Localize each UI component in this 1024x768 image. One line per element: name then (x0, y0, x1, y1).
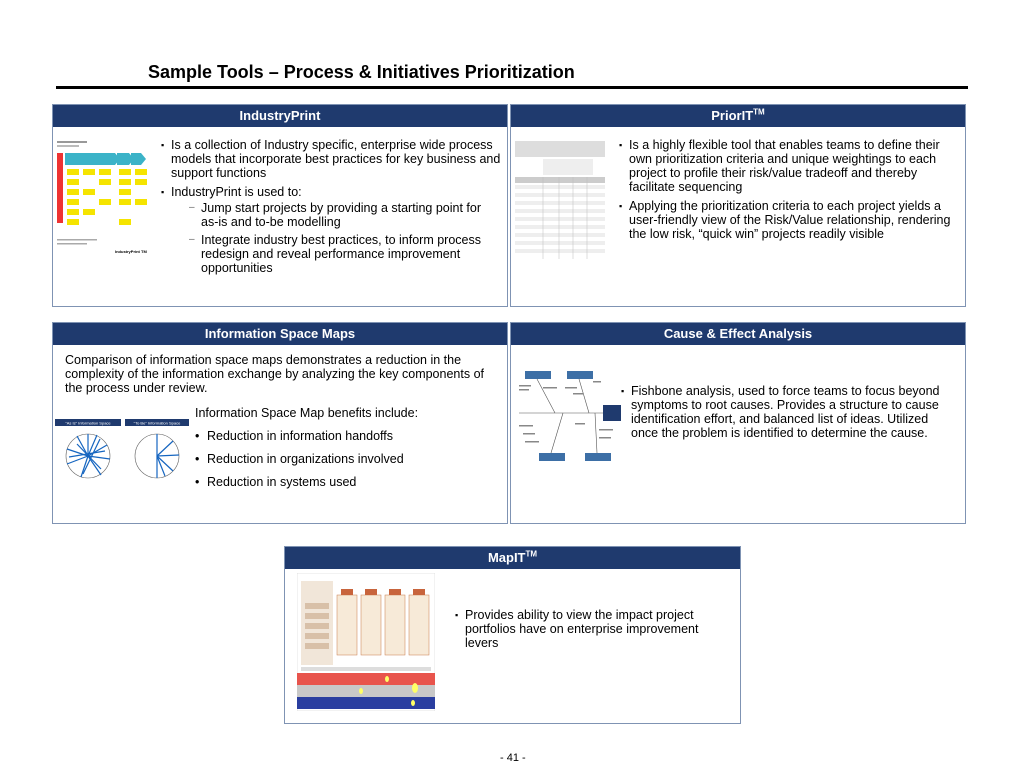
priorit-header (511, 105, 965, 127)
cause-effect-panel (510, 322, 966, 524)
title-rule (56, 86, 968, 89)
industryprint-bullet-2-text: IndustryPrint is used to: (171, 185, 302, 199)
industryprint-sub-2: – Integrate industry best practices, to inform process redesign and reveal performance improvement opportunities (189, 233, 501, 275)
mapit-thumbnail (297, 573, 435, 711)
cause-effect-header: Cause & Effect Analysis (511, 323, 965, 345)
priorit-header-sup: TM (753, 107, 765, 117)
infospace-benefits-label: Information Space Map benefits include: (195, 406, 419, 420)
industryprint-body (161, 138, 501, 280)
industryprint-thumbnail (55, 139, 153, 259)
infospace-panel (52, 322, 508, 524)
mapit-header (285, 547, 740, 569)
cause-effect-bullet-1: ▪ Fishbone analysis, used to force teams to focus beyond symptoms to root causes. Provides a structure to cause identification effort, and balanced list of ideas. Utilized once the problem is identified to determine the cause. (621, 384, 955, 440)
industryprint-thumb-caption: IndustryPrint TM (115, 249, 147, 254)
priorit-bullet-1: ▪ Is a highly flexible tool that enables teams to define their own prioritization criteria and unique weightings to each project to profile their risk/value tradeoff and thereby facilitate sequencing (619, 138, 959, 194)
mapit-bullet-1: ▪ Provides ability to view the impact project portfolios have on enterprise improvement levers (455, 608, 725, 650)
infospace-benefit-3: • Reduction in systems used (195, 475, 495, 489)
priorit-panel (510, 104, 966, 307)
industryprint-sub-1: – Jump start projects by providing a starting point for as-is and to-be modelling (189, 201, 501, 229)
to-be-map-title: "To Be" Information Space (133, 420, 181, 426)
to-be-map-thumbnail (125, 419, 189, 485)
priorit-header-text: PriorIT (711, 108, 754, 123)
mapit-body (455, 608, 725, 655)
infospace-benefits (195, 429, 495, 498)
fishbone-thumbnail (515, 367, 625, 467)
as-is-map-title: "As Is" Information Space (65, 420, 111, 426)
industryprint-panel (52, 104, 508, 307)
infospace-benefit-1: • Reduction in information handoffs (195, 429, 495, 443)
priorit-body (619, 138, 959, 246)
infospace-intro: Comparison of information space maps demonstrates a reduction in the complexity of the information exchange by analyzing the key components of the process under review. (65, 353, 484, 395)
industryprint-bullet-2 (161, 185, 501, 275)
cause-effect-body (621, 384, 955, 445)
infospace-benefit-2: • Reduction in organizations involved (195, 452, 495, 466)
mapit-header-sup: TM (525, 549, 538, 559)
infospace-header: Information Space Maps (53, 323, 507, 345)
priorit-thumbnail (515, 141, 605, 259)
as-is-map-thumbnail (55, 419, 121, 485)
mapit-header-text: MapIT (487, 550, 526, 565)
industryprint-bullet-1: ▪ Is a collection of Industry specific, enterprise wide process models that incorporate best practices for key business and support functions (161, 138, 501, 180)
page-number: - 41 - (500, 752, 526, 764)
industryprint-header: IndustryPrint (53, 105, 507, 127)
page-title: Sample Tools – Process & Initiatives Prioritization (148, 62, 575, 82)
priorit-bullet-2: ▪ Applying the prioritization criteria to each project yields a user-friendly view of the Risk/Value relationship, rendering the low risk, “quick win” projects readily visible (619, 199, 959, 241)
mapit-panel (284, 546, 741, 724)
